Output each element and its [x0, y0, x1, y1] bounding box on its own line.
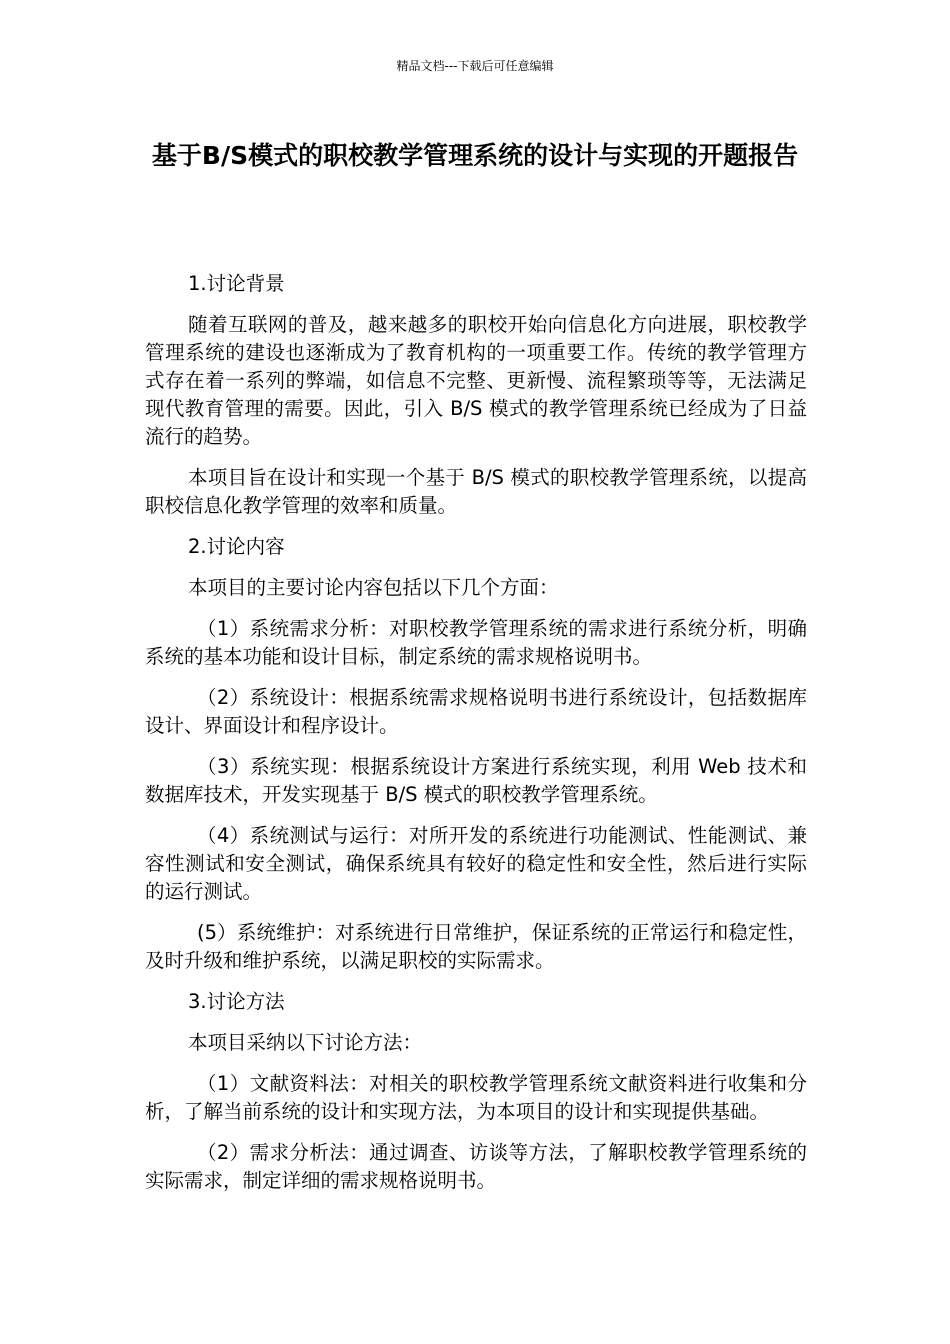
section-heading-method: 3.讨论方法 — [188, 990, 285, 1013]
document-title: 基于B/S模式的职校教学管理系统的设计与实现的开题报告 — [151, 141, 799, 170]
document-body — [145, 270, 807, 1208]
list-item: （2）需求分析法：通过调查、访谈等方法，了解职校教学管理系统的实际需求，制定详细的需求规格说明书。 — [145, 1141, 807, 1192]
list-item: （1）系统需求分析：对职校教学管理系统的需求进行系统分析，明确系统的基本功能和设计目标，制定系统的需求规格说明书。 — [145, 617, 807, 668]
list-item: (5）系统维护：对系统进行日常维护，保证系统的正常运行和稳定性，及时升级和维护系统，以满足职校的实际需求。 — [145, 921, 807, 972]
page-header: 精品文档---下载后可任意编辑 — [396, 59, 554, 73]
list-item: （4）系统测试与运行：对所开发的系统进行功能测试、性能测试、兼容性测试和安全测试，确保系统具有较好的稳定性和安全性，然后进行实际的运行测试。 — [145, 824, 807, 903]
section-heading-content: 2.讨论内容 — [188, 535, 285, 558]
list-item: （2）系统设计：根据系统需求规格说明书进行系统设计，包括数据库设计、界面设计和程序设计。 — [145, 686, 807, 737]
body-paragraph: 本项目采纳以下讨论方法： — [188, 1031, 423, 1054]
body-paragraph: 本项目旨在设计和实现一个基于 B/S 模式的职校教学管理系统，以提高职校信息化教学管理的效率和质量。 — [145, 466, 807, 517]
list-item: （1）文献资料法：对相关的职校教学管理系统文献资料进行收集和分析，了解当前系统的设计和实现方法，为本项目的设计和实现提供基础。 — [145, 1072, 807, 1123]
list-item: （3）系统实现：根据系统设计方案进行系统实现，利用 Web 技术和数据库技术，开发实现基于 B/S 模式的职校教学管理系统。 — [145, 755, 807, 806]
body-paragraph: 本项目的主要讨论内容包括以下几个方面： — [188, 576, 559, 599]
body-paragraph: 随着互联网的普及，越来越多的职校开始向信息化方向进展，职校教学管理系统的建设也逐渐成为了教育机构的一项重要工作。传统的教学管理方式存在着一系列的弊端，如信息不完整、更新慢、流程繁琐等等，无法满足现代教育管理的需要。因此，引入 B/S 模式的教学管理系统已经成为了日益流行的趋势。 — [145, 313, 807, 448]
section-heading-background: 1.讨论背景 — [188, 272, 285, 295]
